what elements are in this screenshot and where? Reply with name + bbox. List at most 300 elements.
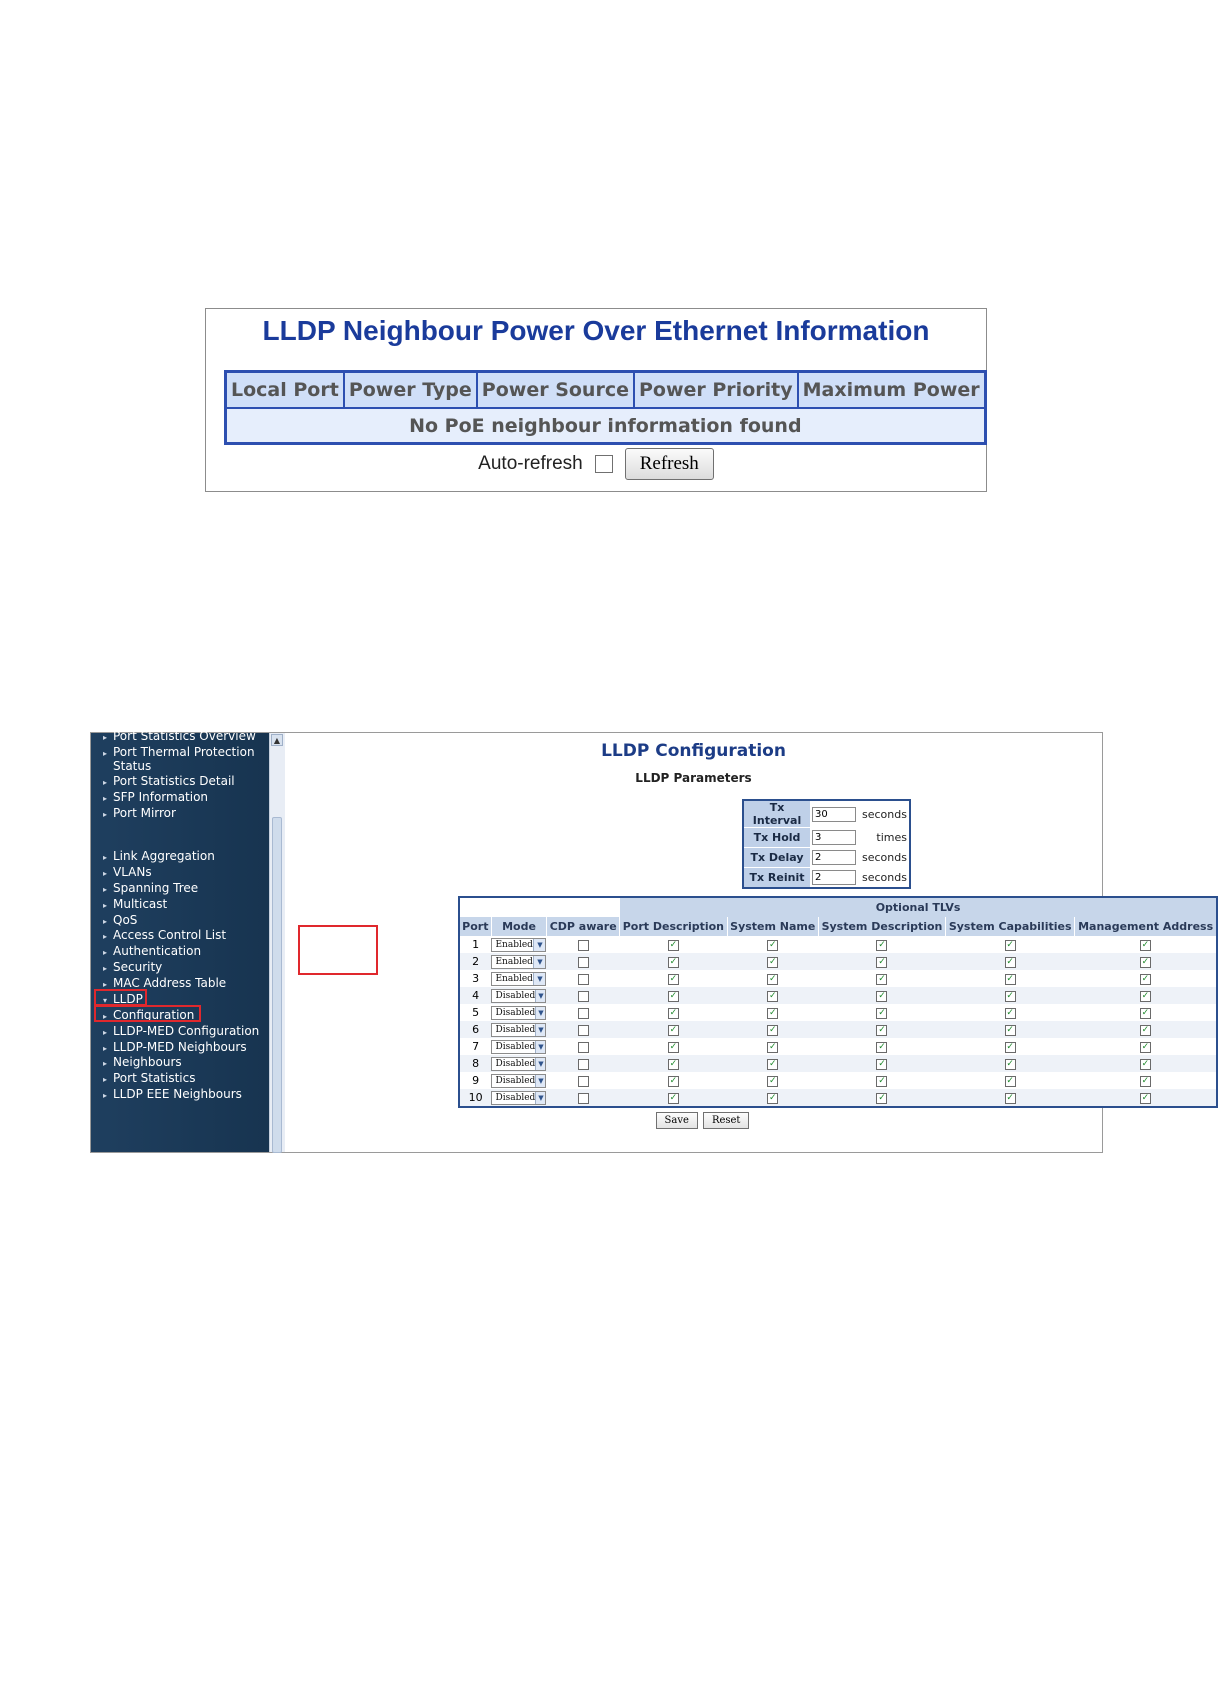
system-description-checkbox[interactable]: ✓ xyxy=(878,1075,886,1086)
system-description-cell xyxy=(818,1038,945,1055)
sidebar-item-vlans[interactable] xyxy=(103,865,152,881)
system-name-checkbox[interactable]: ✓ xyxy=(768,939,777,950)
system-capabilities-checkbox[interactable]: ✓ xyxy=(1006,939,1014,950)
cdp-aware-checkbox[interactable] xyxy=(578,991,589,1002)
sidebar-item-label: Status xyxy=(113,759,152,773)
tx-hold-label: Tx Hold xyxy=(743,828,810,848)
cdp-aware-checkbox[interactable] xyxy=(578,1008,589,1019)
caret-right-icon: ▸ xyxy=(103,1075,108,1084)
system-description-checkbox[interactable]: ✓ xyxy=(878,939,886,950)
port-description-checkbox[interactable]: ✓ xyxy=(669,1007,678,1018)
management-address-cell xyxy=(1075,1004,1217,1021)
sidebar-item-label: Link Aggregation xyxy=(113,849,215,863)
mode-select[interactable] xyxy=(491,1023,546,1037)
system-capabilities-cell xyxy=(946,953,1075,970)
chevron-down-icon[interactable]: ▼ xyxy=(535,1092,545,1104)
port-description-cell xyxy=(620,1004,728,1021)
port-number: 10 xyxy=(459,1089,491,1107)
sidebar-item-label: Spanning Tree xyxy=(113,881,199,895)
caret-right-icon: ▸ xyxy=(103,964,108,973)
management-address-cell xyxy=(1075,953,1217,970)
mode-value: Disabled xyxy=(495,1042,536,1052)
poe-page-title: LLDP Neighbour Power Over Ethernet Information xyxy=(262,315,930,346)
chevron-down-icon[interactable]: ▼ xyxy=(533,973,545,985)
caret-right-icon: ▸ xyxy=(103,932,108,941)
management-address-cell xyxy=(1075,970,1217,987)
mode-select[interactable] xyxy=(491,1074,546,1088)
cdp-aware-checkbox[interactable] xyxy=(578,974,589,985)
params-title: LLDP Parameters xyxy=(635,771,752,785)
system-name-checkbox[interactable]: ✓ xyxy=(768,1007,777,1018)
caret-right-icon: ▸ xyxy=(103,1044,108,1053)
system-description-checkbox[interactable]: ✓ xyxy=(878,1092,886,1103)
management-address-checkbox[interactable]: ✓ xyxy=(1141,956,1150,967)
mode-value: Disabled xyxy=(495,1025,536,1035)
cdp-aware-cell xyxy=(547,936,620,953)
system-description-checkbox[interactable]: ✓ xyxy=(878,1007,886,1018)
caret-right-icon: ▸ xyxy=(103,1028,108,1037)
management-address-cell xyxy=(1075,1055,1217,1072)
param-value-cell xyxy=(810,828,862,848)
chevron-down-icon[interactable]: ▼ xyxy=(535,1041,545,1053)
save-button[interactable]: Save xyxy=(656,1112,698,1129)
system-name-cell xyxy=(727,1072,818,1089)
table-row xyxy=(459,1055,1217,1072)
table-row xyxy=(459,987,1217,1004)
sidebar-item-port-statistics-overview[interactable] xyxy=(103,729,256,745)
management-address-checkbox[interactable]: ✓ xyxy=(1141,973,1150,984)
caret-right-icon: ▸ xyxy=(103,980,108,989)
mode-cell xyxy=(491,953,547,970)
system-capabilities-checkbox[interactable]: ✓ xyxy=(1006,1041,1014,1052)
col-local-port: Local Port xyxy=(226,372,344,409)
port-number: 4 xyxy=(459,987,491,1004)
port-description-checkbox[interactable]: ✓ xyxy=(669,990,678,1001)
caret-right-icon: ▸ xyxy=(103,885,108,894)
poe-table xyxy=(224,370,987,445)
management-address-cell xyxy=(1075,936,1217,953)
cdp-aware-checkbox[interactable] xyxy=(578,1042,589,1053)
tx-reinit-label: Tx Reinit xyxy=(743,868,810,889)
param-row xyxy=(743,848,910,868)
col-mode: Mode xyxy=(491,917,547,936)
cdp-aware-cell xyxy=(547,953,620,970)
system-capabilities-cell xyxy=(946,987,1075,1004)
management-address-checkbox[interactable]: ✓ xyxy=(1141,1041,1150,1052)
system-description-cell xyxy=(818,1055,945,1072)
caret-right-icon: ▸ xyxy=(103,917,108,926)
port-number: 8 xyxy=(459,1055,491,1072)
auto-refresh-label: Auto-refresh xyxy=(478,453,583,474)
port-description-checkbox[interactable]: ✓ xyxy=(669,956,678,967)
col-system-description: System Description xyxy=(818,917,945,936)
system-name-checkbox[interactable]: ✓ xyxy=(768,1024,777,1035)
optional-tlvs-header: Optional TLVs xyxy=(620,897,1217,917)
col-management-address: Management Address xyxy=(1075,917,1217,936)
management-address-cell xyxy=(1075,1038,1217,1055)
poe-empty-row xyxy=(226,408,986,444)
management-address-checkbox[interactable]: ✓ xyxy=(1141,990,1150,1001)
col-port: Port xyxy=(459,917,491,936)
management-address-checkbox[interactable]: ✓ xyxy=(1141,1007,1150,1018)
sidebar-item-label: Port Thermal Protection xyxy=(113,745,255,759)
tx-interval-unit: seconds xyxy=(862,800,910,828)
param-row xyxy=(743,828,910,848)
group-header-row xyxy=(459,897,1217,917)
caret-right-icon: ▸ xyxy=(103,810,108,819)
param-value-cell xyxy=(810,848,862,868)
mode-value: Disabled xyxy=(495,1093,536,1103)
tx-interval-label: Tx Interval xyxy=(743,800,810,828)
sidebar-item-port-statistics[interactable] xyxy=(103,1071,195,1087)
cdp-aware-cell xyxy=(547,1038,620,1055)
tx-hold-unit: times xyxy=(862,828,910,848)
port-number: 2 xyxy=(459,953,491,970)
tx-reinit-input[interactable] xyxy=(812,870,856,885)
reset-button[interactable]: Reset xyxy=(703,1112,750,1129)
caret-right-icon: ▸ xyxy=(103,778,108,787)
form-buttons xyxy=(285,1112,1102,1129)
mode-select[interactable] xyxy=(491,1057,546,1071)
cdp-aware-cell xyxy=(547,1089,620,1107)
col-maximum-power: Maximum Power xyxy=(798,372,986,409)
sidebar-item-label: Port Statistics Overview xyxy=(113,729,256,743)
cdp-aware-cell xyxy=(547,970,620,987)
system-description-checkbox[interactable]: ✓ xyxy=(878,973,886,984)
system-capabilities-checkbox[interactable]: ✓ xyxy=(1006,990,1014,1001)
port-description-checkbox[interactable]: ✓ xyxy=(669,939,678,950)
mode-select[interactable] xyxy=(491,989,546,1003)
management-address-checkbox[interactable]: ✓ xyxy=(1141,1024,1150,1035)
sidebar-item-label: Neighbours xyxy=(113,1055,182,1069)
table-row xyxy=(459,1021,1217,1038)
sidebar-item-label: LLDP EEE Neighbours xyxy=(113,1087,242,1101)
system-name-cell xyxy=(727,936,818,953)
chevron-down-icon[interactable]: ▼ xyxy=(533,956,545,968)
col-system-name: System Name xyxy=(727,917,818,936)
tx-delay-label: Tx Delay xyxy=(743,848,810,868)
system-capabilities-cell xyxy=(946,1038,1075,1055)
sidebar-item-lldp-med-configuration[interactable] xyxy=(103,1024,259,1040)
table-row xyxy=(459,970,1217,987)
mode-value: Enabled xyxy=(495,957,533,967)
mode-select[interactable] xyxy=(491,1091,546,1105)
system-name-cell xyxy=(727,1089,818,1107)
mode-cell xyxy=(491,936,547,953)
param-value-cell xyxy=(810,800,862,828)
highlight-enabled-ports xyxy=(298,925,378,975)
mode-value: Disabled xyxy=(495,991,536,1001)
system-name-checkbox[interactable]: ✓ xyxy=(768,956,777,967)
port-description-checkbox[interactable]: ✓ xyxy=(669,1092,678,1103)
port-description-cell xyxy=(620,987,728,1004)
mode-cell xyxy=(491,970,547,987)
mode-value: Enabled xyxy=(495,940,533,950)
highlight-configuration xyxy=(94,1005,201,1022)
mode-cell xyxy=(491,1055,547,1072)
mode-cell xyxy=(491,1038,547,1055)
sidebar-item-label: Port Mirror xyxy=(113,806,176,820)
system-name-checkbox[interactable]: ✓ xyxy=(768,1058,777,1069)
mode-select[interactable] xyxy=(491,955,546,969)
col-system-capabilities: System Capabilities xyxy=(946,917,1075,936)
port-number: 7 xyxy=(459,1038,491,1055)
port-description-cell xyxy=(620,936,728,953)
system-name-cell xyxy=(727,970,818,987)
mode-cell xyxy=(491,1021,547,1038)
sidebar-item-label: Port Statistics xyxy=(113,1071,196,1085)
cdp-aware-cell xyxy=(547,1004,620,1021)
mode-cell xyxy=(491,1004,547,1021)
param-value-cell xyxy=(810,868,862,889)
mode-select[interactable] xyxy=(491,938,546,952)
sidebar-scrollbar[interactable] xyxy=(269,733,285,1152)
system-capabilities-checkbox[interactable]: ✓ xyxy=(1006,1058,1014,1069)
col-cdp-aware: CDP aware xyxy=(547,917,620,936)
caret-right-icon: ▸ xyxy=(103,869,108,878)
system-description-cell xyxy=(818,1089,945,1107)
sidebar-item-multicast[interactable] xyxy=(103,897,167,913)
system-description-checkbox[interactable]: ✓ xyxy=(878,1058,886,1069)
sidebar-item-lldp-med-neighbours[interactable] xyxy=(103,1040,247,1056)
system-capabilities-cell xyxy=(946,1055,1075,1072)
caret-right-icon: ▸ xyxy=(103,1059,108,1068)
management-address-cell xyxy=(1075,1089,1217,1107)
system-description-checkbox[interactable]: ✓ xyxy=(878,1024,886,1035)
tx-hold-input[interactable] xyxy=(812,830,856,845)
sidebar-item-status[interactable] xyxy=(103,759,151,773)
caret-right-icon: ▸ xyxy=(103,749,108,758)
mode-select[interactable] xyxy=(491,1040,546,1054)
port-description-cell xyxy=(620,1072,728,1089)
chevron-down-icon[interactable]: ▼ xyxy=(535,1024,545,1036)
port-number: 3 xyxy=(459,970,491,987)
port-description-checkbox[interactable]: ✓ xyxy=(669,1041,678,1052)
page-title: LLDP Configuration xyxy=(601,741,786,761)
system-name-checkbox[interactable]: ✓ xyxy=(768,1041,777,1052)
management-address-cell xyxy=(1075,987,1217,1004)
cdp-aware-cell xyxy=(547,1021,620,1038)
param-row xyxy=(743,868,910,889)
sidebar-item-label: LLDP xyxy=(113,992,143,1006)
mode-value: Disabled xyxy=(495,1059,536,1069)
port-description-checkbox[interactable]: ✓ xyxy=(669,973,678,984)
system-name-checkbox[interactable]: ✓ xyxy=(768,973,777,984)
table-row xyxy=(459,1038,1217,1055)
management-address-cell xyxy=(1075,1021,1217,1038)
tx-interval-input[interactable] xyxy=(812,807,856,822)
tx-delay-input[interactable] xyxy=(812,850,856,865)
mode-value: Disabled xyxy=(495,1076,536,1086)
system-capabilities-checkbox[interactable]: ✓ xyxy=(1006,956,1014,967)
col-power-source: Power Source xyxy=(477,372,634,409)
sidebar-item-authentication[interactable] xyxy=(103,944,201,960)
sidebar-item-neighbours[interactable] xyxy=(103,1055,182,1071)
chevron-down-icon[interactable]: ▼ xyxy=(535,990,545,1002)
sidebar-item-qos[interactable] xyxy=(103,913,137,929)
port-description-cell xyxy=(620,1021,728,1038)
sidebar-item-label: SFP Information xyxy=(113,790,209,804)
system-capabilities-cell xyxy=(946,1089,1075,1107)
table-row xyxy=(459,1089,1217,1107)
scroll-thumb[interactable] xyxy=(272,817,282,1153)
poe-table-header-row xyxy=(226,372,986,409)
port-description-checkbox[interactable]: ✓ xyxy=(669,1024,678,1035)
sidebar-item-label: MAC Address Table xyxy=(113,976,227,990)
system-description-cell xyxy=(818,1021,945,1038)
system-capabilities-cell xyxy=(946,1021,1075,1038)
sidebar-item-spanning-tree[interactable] xyxy=(103,881,198,897)
port-description-checkbox[interactable]: ✓ xyxy=(669,1075,678,1086)
system-capabilities-checkbox[interactable]: ✓ xyxy=(1006,1007,1014,1018)
system-name-cell xyxy=(727,1055,818,1072)
mode-select[interactable] xyxy=(491,972,546,986)
port-description-cell xyxy=(620,1055,728,1072)
port-number: 1 xyxy=(459,936,491,953)
sidebar-item-link-aggregation[interactable] xyxy=(103,849,215,865)
port-number: 6 xyxy=(459,1021,491,1038)
auto-refresh-checkbox[interactable] xyxy=(595,455,613,473)
sidebar-item-label: LLDP-MED Neighbours xyxy=(113,1040,247,1054)
table-row xyxy=(459,1072,1217,1089)
highlight-lldp xyxy=(94,989,147,1006)
sidebar-item-label: Security xyxy=(113,960,163,974)
col-power-priority: Power Priority xyxy=(634,372,798,409)
system-name-cell xyxy=(727,1038,818,1055)
poe-empty-message: No PoE neighbour information found xyxy=(226,408,986,444)
system-capabilities-checkbox[interactable]: ✓ xyxy=(1006,1024,1014,1035)
caret-down-icon: ▾ xyxy=(103,996,108,1005)
refresh-button[interactable]: Refresh xyxy=(625,448,714,480)
system-capabilities-checkbox[interactable]: ✓ xyxy=(1006,1075,1014,1086)
chevron-down-icon[interactable]: ▼ xyxy=(535,1007,545,1019)
management-address-checkbox[interactable]: ✓ xyxy=(1141,1092,1150,1103)
poe-controls xyxy=(206,447,986,481)
system-capabilities-checkbox[interactable]: ✓ xyxy=(1006,1092,1014,1103)
management-address-checkbox[interactable]: ✓ xyxy=(1141,939,1150,950)
port-number: 9 xyxy=(459,1072,491,1089)
system-name-checkbox[interactable]: ✓ xyxy=(768,1092,777,1103)
caret-right-icon: ▸ xyxy=(103,733,108,742)
cdp-aware-checkbox[interactable] xyxy=(578,1093,589,1104)
chevron-down-icon[interactable]: ▼ xyxy=(535,1075,545,1087)
port-description-cell xyxy=(620,970,728,987)
sidebar-item-sfp-information[interactable] xyxy=(103,790,208,806)
chevron-down-icon[interactable]: ▼ xyxy=(533,939,545,951)
system-capabilities-cell xyxy=(946,1004,1075,1021)
caret-right-icon: ▸ xyxy=(103,1012,108,1021)
system-capabilities-cell xyxy=(946,936,1075,953)
port-description-cell xyxy=(620,1038,728,1055)
cdp-aware-checkbox[interactable] xyxy=(578,1076,589,1087)
lldp-config-window xyxy=(90,729,1214,1153)
chevron-down-icon[interactable]: ▼ xyxy=(535,1058,545,1070)
cdp-aware-checkbox[interactable] xyxy=(578,957,589,968)
system-description-cell xyxy=(818,936,945,953)
sidebar-menu xyxy=(91,729,269,1152)
param-row xyxy=(743,800,910,828)
management-address-checkbox[interactable]: ✓ xyxy=(1141,1075,1150,1086)
cdp-aware-checkbox[interactable] xyxy=(578,1059,589,1070)
table-row xyxy=(459,936,1217,953)
col-port-description: Port Description xyxy=(620,917,728,936)
sidebar-item-port-statistics-detail[interactable] xyxy=(103,774,235,790)
mode-cell xyxy=(491,987,547,1004)
sidebar-item-security[interactable] xyxy=(103,960,162,976)
system-description-cell xyxy=(818,953,945,970)
sidebar-item-label: Access Control List xyxy=(113,928,227,942)
caret-right-icon: ▸ xyxy=(103,853,108,862)
scroll-up-icon[interactable]: ▲ xyxy=(271,734,283,746)
caret-right-icon: ▸ xyxy=(103,948,108,957)
sidebar-item-lldp-eee-neighbours[interactable] xyxy=(103,1087,242,1103)
system-name-checkbox[interactable]: ✓ xyxy=(768,1075,777,1086)
system-capabilities-cell xyxy=(946,970,1075,987)
system-description-cell xyxy=(818,970,945,987)
sidebar-item-label: LLDP-MED Configuration xyxy=(113,1024,260,1038)
system-description-cell xyxy=(818,1004,945,1021)
system-capabilities-checkbox[interactable]: ✓ xyxy=(1006,973,1014,984)
group-header-blank xyxy=(459,897,620,917)
cdp-aware-cell xyxy=(547,1055,620,1072)
management-address-cell xyxy=(1075,1072,1217,1089)
lldp-ports-table xyxy=(458,896,1218,1108)
system-name-cell xyxy=(727,987,818,1004)
table-row xyxy=(459,1004,1217,1021)
system-description-checkbox[interactable]: ✓ xyxy=(878,1041,886,1052)
caret-right-icon: ▸ xyxy=(103,901,108,910)
port-description-cell xyxy=(620,953,728,970)
sidebar-item-label: Multicast xyxy=(113,897,168,911)
lldp-params-table xyxy=(742,799,911,889)
system-description-cell xyxy=(818,987,945,1004)
management-address-checkbox[interactable]: ✓ xyxy=(1141,1058,1150,1069)
system-capabilities-cell xyxy=(946,1072,1075,1089)
caret-right-icon: ▸ xyxy=(103,1091,108,1100)
system-name-cell xyxy=(727,1004,818,1021)
system-description-checkbox[interactable]: ✓ xyxy=(878,990,886,1001)
column-header-row xyxy=(459,917,1217,936)
mode-value: Disabled xyxy=(495,1008,536,1018)
mode-value: Enabled xyxy=(495,974,533,984)
sidebar-item-port-mirror[interactable] xyxy=(103,806,176,822)
port-number: 5 xyxy=(459,1004,491,1021)
cdp-aware-checkbox[interactable] xyxy=(578,1025,589,1036)
col-power-type: Power Type xyxy=(344,372,477,409)
port-description-cell xyxy=(620,1089,728,1107)
sidebar-item-access-control-list[interactable] xyxy=(103,928,226,944)
sidebar-item-label: VLANs xyxy=(113,865,152,879)
system-name-checkbox[interactable]: ✓ xyxy=(768,990,777,1001)
tx-reinit-unit: seconds xyxy=(862,868,910,889)
system-description-cell xyxy=(818,1072,945,1089)
sidebar-item-label: Configuration xyxy=(113,1008,195,1022)
cdp-aware-checkbox[interactable] xyxy=(578,940,589,951)
tx-delay-unit: seconds xyxy=(862,848,910,868)
cdp-aware-cell xyxy=(547,987,620,1004)
port-description-checkbox[interactable]: ✓ xyxy=(669,1058,678,1069)
system-name-cell xyxy=(727,953,818,970)
mode-cell xyxy=(491,1089,547,1107)
mode-cell xyxy=(491,1072,547,1089)
sidebar-item-label: QoS xyxy=(113,913,138,927)
system-description-checkbox[interactable]: ✓ xyxy=(878,956,886,967)
mode-select[interactable] xyxy=(491,1006,546,1020)
sidebar-item-label: Port Statistics Detail xyxy=(113,774,235,788)
sidebar-item-label: Authentication xyxy=(113,944,202,958)
poe-info-panel xyxy=(205,308,987,492)
system-name-cell xyxy=(727,1021,818,1038)
